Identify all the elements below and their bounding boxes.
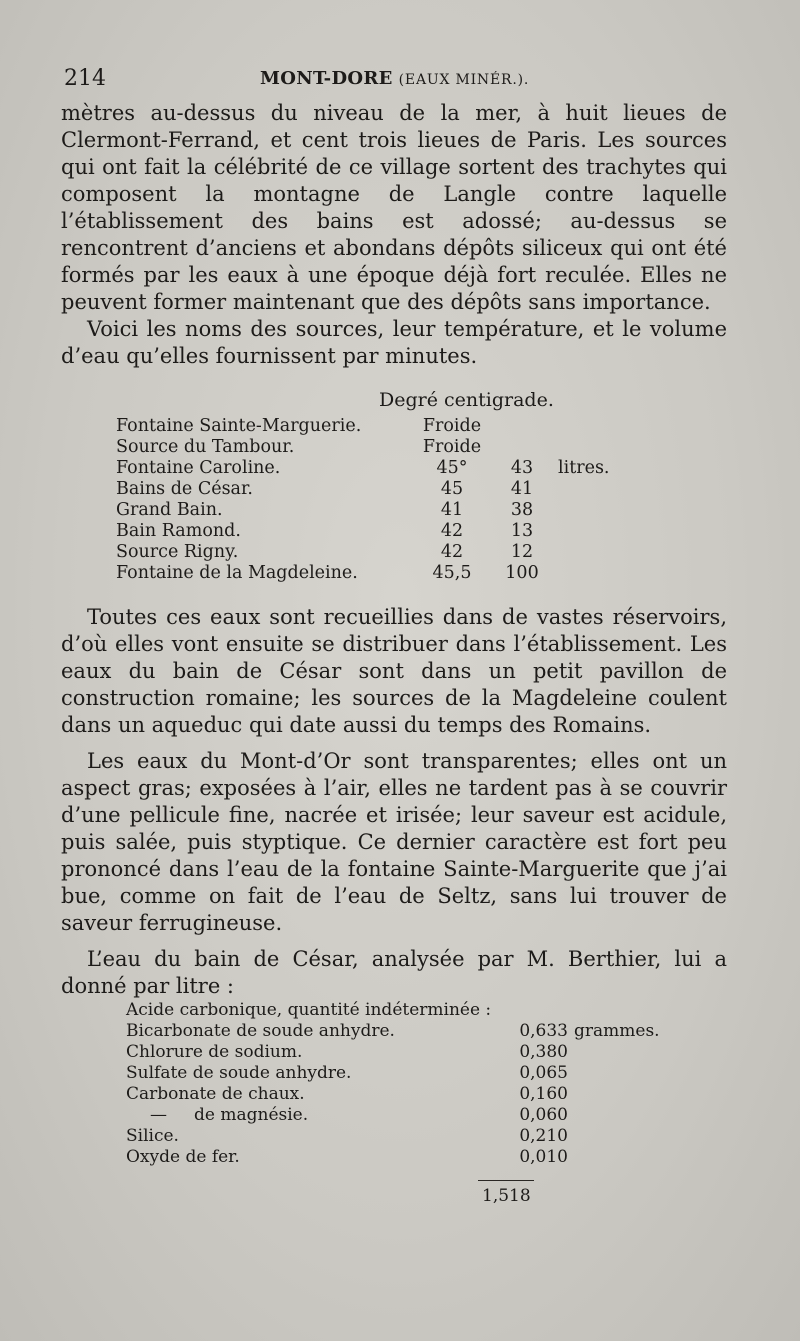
spring-temperature: Froide [422,437,482,457]
compound-value: 0,210 [519,1126,568,1146]
compound-name: — de magnésie. [150,1105,309,1125]
main-text-continued [61,604,727,1000]
compound-name: Silice. [126,1126,179,1146]
spring-unit: litres. [558,458,610,478]
spring-unit [552,437,610,458]
compound-name: Bicarbonate de soude anhydre. [126,1021,395,1041]
spring-name: Grand Bain. [116,500,223,520]
compound-name: Carbonate de chaux. [126,1084,305,1104]
spring-name: Fontaine de la Magdeleine. [116,563,358,583]
total-rule [478,1180,534,1181]
spring-temperature: Froide [422,416,482,436]
table-row [116,563,610,584]
table-row [116,437,610,458]
compound-name: Chlorure de sodium. [126,1042,303,1062]
running-title [260,68,529,89]
spring-temperature: 41 [440,500,464,520]
spring-temperature: 45,5 [432,563,472,583]
spring-unit [552,542,610,563]
analysis-intro: Acide carbonique, quantité indéterminée : [126,1000,492,1020]
paragraph-5: L’eau du bain de César, analysée par M. Berthier, lui a donné par litre : [61,947,727,998]
table-row [116,542,610,563]
table-row [126,1147,660,1168]
compound-value: 0,060 [519,1105,568,1125]
page-number: 214 [64,66,106,91]
table-row [116,479,610,500]
compound-value: 0,633 [519,1021,568,1041]
table-row [126,1126,660,1147]
spring-temperature: 45 [440,479,464,499]
compound-value: 0,065 [519,1063,568,1083]
table-row [116,521,610,542]
compound-value: 0,010 [519,1147,568,1167]
spring-volume: 100 [505,563,539,583]
springs-table-header: Degré centigrade. [379,389,554,411]
spring-volume [492,416,552,437]
spring-name: Bain Ramond. [116,521,241,541]
paragraph-4: Les eaux du Mont-d’Or sont transparentes; elles ont un aspect gras; exposées à l’air, elles ne tardent pas à se couvrir d’une pellicule fine, nacrée et irisée; leur saveur est acidule, puis salée, puis styptique. Ce dernier caractère est fort peu prononcé dans l’eau de la fontaine Sainte-Marguerite que j’ai bue, comme on fait de l’eau de Seltz, sans lui trouver de saveur ferrugineuse. [61,749,727,935]
compound-name: Oxyde de fer. [126,1147,240,1167]
spring-volume: 12 [510,542,534,562]
table-row [126,1084,660,1105]
compound-value: 0,380 [519,1042,568,1062]
spring-unit [552,416,610,437]
spring-volume: 43 [510,458,534,478]
spring-unit [552,563,610,584]
spring-temperature: 42 [440,521,464,541]
table-row [116,500,610,521]
compound-name: Sulfate de soude anhydre. [126,1063,352,1083]
analysis-table [126,1000,660,1168]
compound-value: 0,160 [519,1084,568,1104]
page-header [64,66,728,96]
table-row [126,1042,660,1063]
table-row [126,1000,660,1021]
table-row [126,1021,660,1042]
spring-temperature: 45° [436,458,468,478]
spring-unit [552,479,610,500]
spring-name: Source du Tambour. [116,437,295,457]
spring-unit [552,521,610,542]
spring-temperature: 42 [440,542,464,562]
main-text [61,100,727,370]
springs-table [116,416,610,584]
table-row [116,416,610,437]
table-row [126,1105,660,1126]
running-title-sub: (EAUX MINÉR.). [398,72,530,88]
spring-name: Fontaine Caroline. [116,458,281,478]
table-row [126,1063,660,1084]
spring-volume: 38 [510,500,534,520]
paragraph-2: Voici les noms des sources, leur température, et le volume d’eau qu’elles fournissent par minutes. [61,317,727,368]
spring-name: Bains de César. [116,479,253,499]
paragraph-1: mètres au-dessus du niveau de la mer, à huit lieues de Clermont-Ferrand, et cent trois lieues de Paris. Les sources qui ont fait la célébrité de ce village sortent des trachytes qui composent la montagne de Langle contre laquelle l’établissement des bains est adossé; au-dessus se rencontrent d’anciens et abondans dépôts siliceux qui ont été formés par les eaux à une époque déjà fort reculée. Elles ne peuvent former maintenant que des dépôts sans importance. [61,101,727,314]
compound-unit: grammes. [574,1021,660,1041]
spring-volume [492,437,552,458]
spring-unit [552,500,610,521]
running-title-main: MONT-DORE [260,68,393,89]
paragraph-3: Toutes ces eaux sont recueillies dans de vastes réservoirs, d’où elles vont ensuite se distribuer dans l’établissement. Les eaux du bain de César sont dans un petit pavillon de construction romaine; les sources de la Magdeleine coulent dans un aqueduc qui date aussi du temps des Romains. [61,605,727,737]
spring-name: Fontaine Sainte-Marguerie. [116,416,362,436]
spring-name: Source Rigny. [116,542,239,562]
table-row [116,458,610,479]
analysis-total: 1,518 [482,1186,531,1206]
spring-volume: 13 [510,521,534,541]
spring-volume: 41 [510,479,534,499]
